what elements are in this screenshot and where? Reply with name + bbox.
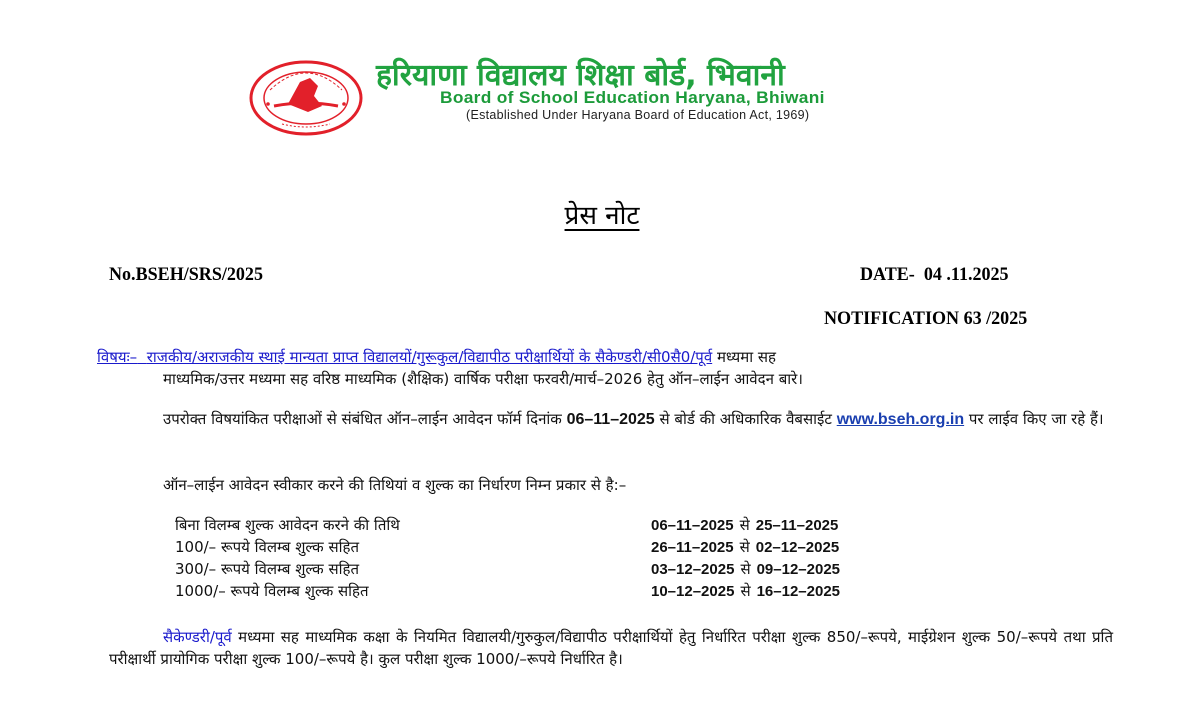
schedule-range — [651, 537, 839, 557]
reference-number: No.BSEH/SRS/2025 — [109, 264, 263, 285]
subject-link[interactable] — [97, 348, 712, 366]
connector: से — [739, 538, 750, 556]
schedule-row — [175, 580, 895, 602]
website-link[interactable]: www.bseh.org.in — [836, 411, 965, 428]
date-to: 09–12–2025 — [756, 561, 841, 578]
connector: से — [739, 516, 750, 534]
established-note: (Established Under Haryana Board of Education Act, 1969) — [466, 108, 810, 122]
schedule-label: बिना विलम्ब शुल्क आवेदन करने की तिथि — [175, 516, 400, 534]
connector: से — [740, 560, 751, 578]
schedule-range — [651, 559, 840, 579]
intro-text-1: उपरोक्त विषयांकित परीक्षाओं से संबंधित ऑन–लाईन आवेदन फॉर्म दिनांक — [163, 410, 567, 428]
date-from: 03–12–2025 — [651, 561, 735, 578]
intro-text-3: पर लाईव किए जा रहे हैं। — [964, 410, 1104, 428]
schedule-row — [175, 536, 895, 558]
fee-highlight: सैकेण्डरी/पूर्व — [163, 628, 232, 646]
letterhead — [244, 58, 974, 138]
schedule-range — [651, 515, 838, 535]
date-from: 06–11–2025 — [651, 517, 734, 534]
schedule-row — [175, 514, 895, 536]
schedule-table — [175, 514, 895, 602]
date-to: 16–12–2025 — [756, 583, 841, 600]
subject-paragraph — [97, 346, 1113, 390]
subject-linked-text: राजकीय/अराजकीय स्थाई मान्यता प्राप्त विद्यालयों/गुरूकुल/विद्यापीठ परीक्षार्थियों के सैकेण्डरी/सी0सै0/पूर्व — [146, 348, 713, 366]
fee-paragraph — [109, 626, 1113, 670]
schedule-label: 1000/– रूपये विलम्ब शुल्क सहित — [175, 582, 369, 600]
date-from: 26–11–2025 — [651, 539, 734, 556]
intro-date: 06–11–2025 — [566, 411, 655, 428]
fee-text: मध्यमा सह माध्यमिक कक्षा के नियमित विद्यालयी/गुरुकुल/विद्यापीठ परीक्षार्थियों हेतु निर्धारित परीक्षा शुल्क 850/–रूपये, माईग्रेशन शुल्क 50/–रूपये तथा प्रति परीक्षार्थी प्रायोगिक परीक्षा शुल्क 100/–रूपये है। कुल परीक्षा शुल्क 1000/–रूपये निर्धारित है। — [109, 628, 1113, 668]
subject-rest: मध्यमा सह — [712, 348, 776, 366]
schedule-row — [175, 558, 895, 580]
date-to: 02–12–2025 — [755, 539, 840, 556]
schedule-label: 300/– रूपये विलम्ब शुल्क सहित — [175, 560, 359, 578]
org-name-hindi: हरियाणा विद्यालय शिक्षा बोर्ड, भिवानी — [376, 58, 785, 93]
bseh-emblem-icon — [248, 60, 364, 136]
press-note-heading: प्रेस नोट — [564, 201, 640, 231]
schedule-label: 100/– रूपये विलम्ब शुल्क सहित — [175, 538, 359, 556]
page-title — [0, 196, 1204, 232]
intro-text-2: से बोर्ड की अधिकारिक वैबसाईट — [654, 410, 837, 428]
subject-line-2: माध्यमिक/उत्तर मध्यमा सह वरिष्ठ माध्यमिक (शैक्षिक) वार्षिक परीक्षा फरवरी/मार्च–2026 हेतु ऑन–लाईन आवेदन बारे। — [163, 370, 803, 388]
schedule-heading: ऑन–लाईन आवेदन स्वीकार करने की तिथियां व शुल्क का निर्धारण निम्न प्रकार से है:– — [163, 476, 627, 494]
subject-label: विषयः– — [97, 348, 138, 366]
date-to: 25–11–2025 — [755, 517, 839, 534]
document-date: DATE- 04 .11.2025 — [860, 264, 1009, 285]
connector: से — [740, 582, 751, 600]
date-from: 10–12–2025 — [651, 583, 735, 600]
intro-paragraph — [109, 408, 1113, 431]
schedule-range — [651, 581, 840, 601]
org-name-english: Board of School Education Haryana, Bhiwani — [440, 88, 825, 107]
notification-number: NOTIFICATION 63 /2025 — [824, 308, 1028, 329]
